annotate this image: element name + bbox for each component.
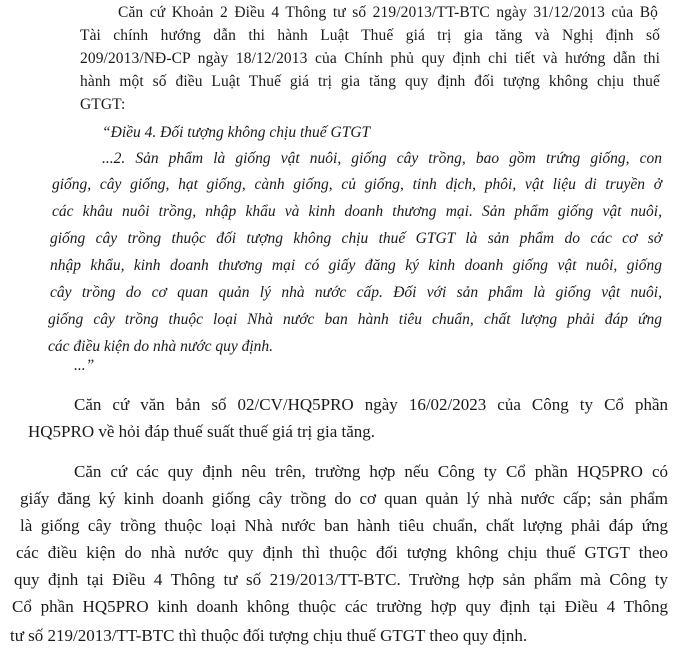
quote-line: ...2. Sản phẩm là giống vật nuôi, giống cây trồng, bao gồm trứng giống, con [102, 150, 662, 167]
para2-line: Căn cứ văn bản số 02/CV/HQ5PRO ngày 16/02/2023 của Công ty Cổ phần [74, 395, 668, 414]
quote-line: các điều kiện do nhà nước quy định. [48, 338, 274, 355]
quote-line: cây trồng do cơ quan quản lý nhà nước cấp. Đối với sản phẩm là giống vật nuôi, [50, 284, 662, 301]
intro-line: Tài chính hướng dẫn thi hành Luật Thuế giá trị gia tăng và Nghị định số [80, 27, 660, 44]
quote-end: ...” [74, 357, 95, 374]
para3-line: tư số 219/2013/TT-BTC thì thuộc đối tượng chịu thuế GTGT theo quy định. [10, 626, 528, 645]
quote-title: “Điều 4. Đối tượng không chịu thuế GTGT [102, 124, 371, 141]
intro-line: GTGT: [80, 96, 126, 113]
intro-line: hành một số điều Luật Thuế giá trị gia tăng quy định đối tượng không chịu thuế [80, 73, 660, 90]
para2-line: HQ5PRO về hỏi đáp thuế suất thuế giá trị gia tăng. [28, 422, 376, 441]
quote-line: các khâu nuôi trồng, nhập khẩu và kinh doanh thương mại. Sản phẩm giống vật nuôi, [52, 203, 662, 220]
intro-line: Căn cứ Khoản 2 Điều 4 Thông tư số 219/2013/TT-BTC ngày 31/12/2013 của Bộ [118, 4, 658, 21]
para3-line: Cổ phần HQ5PRO kinh doanh không thuộc các trường hợp quy định tại Điều 4 Thông [12, 597, 668, 616]
quote-line: nhập khẩu, kinh doanh thương mại có giấy đăng ký kinh doanh giống vật nuôi, giống [50, 257, 662, 274]
para3-line: là giống cây trồng thuộc loại Nhà nước ban hành tiêu chuẩn, chất lượng phải đáp ứng [20, 516, 668, 535]
intro-line: 209/2013/NĐ-CP ngày 18/12/2013 của Chính phủ quy định chi tiết và hướng dẫn thi [80, 50, 660, 67]
quote-line: giống, cây giống, hạt giống, cành giống, củ giống, tinh dịch, phôi, vật liệu di truyền ở [52, 176, 662, 193]
quote-line: giống cây trồng thuộc loại Nhà nước ban hành tiêu chuẩn, chất lượng phải đáp ứng [48, 311, 662, 328]
para3-line: giấy đăng ký kinh doanh giống cây trồng do cơ quan quản lý nhà nước cấp; sản phẩm [20, 489, 668, 508]
para3-line: các điều kiện do nhà nước quy định thì thuộc đối tượng không chịu thuế GTGT theo [16, 543, 668, 562]
para3-line: Căn cứ các quy định nêu trên, trường hợp nếu Công ty Cổ phần HQ5PRO có [74, 462, 668, 481]
quote-line: giống cây trồng thuộc đối tượng không chịu thuế GTGT là sản phẩm do các cơ sở [50, 230, 662, 247]
para3-line: quy định tại Điều 4 Thông tư số 219/2013/TT-BTC. Trường hợp sản phẩm mà Công ty [14, 570, 668, 589]
